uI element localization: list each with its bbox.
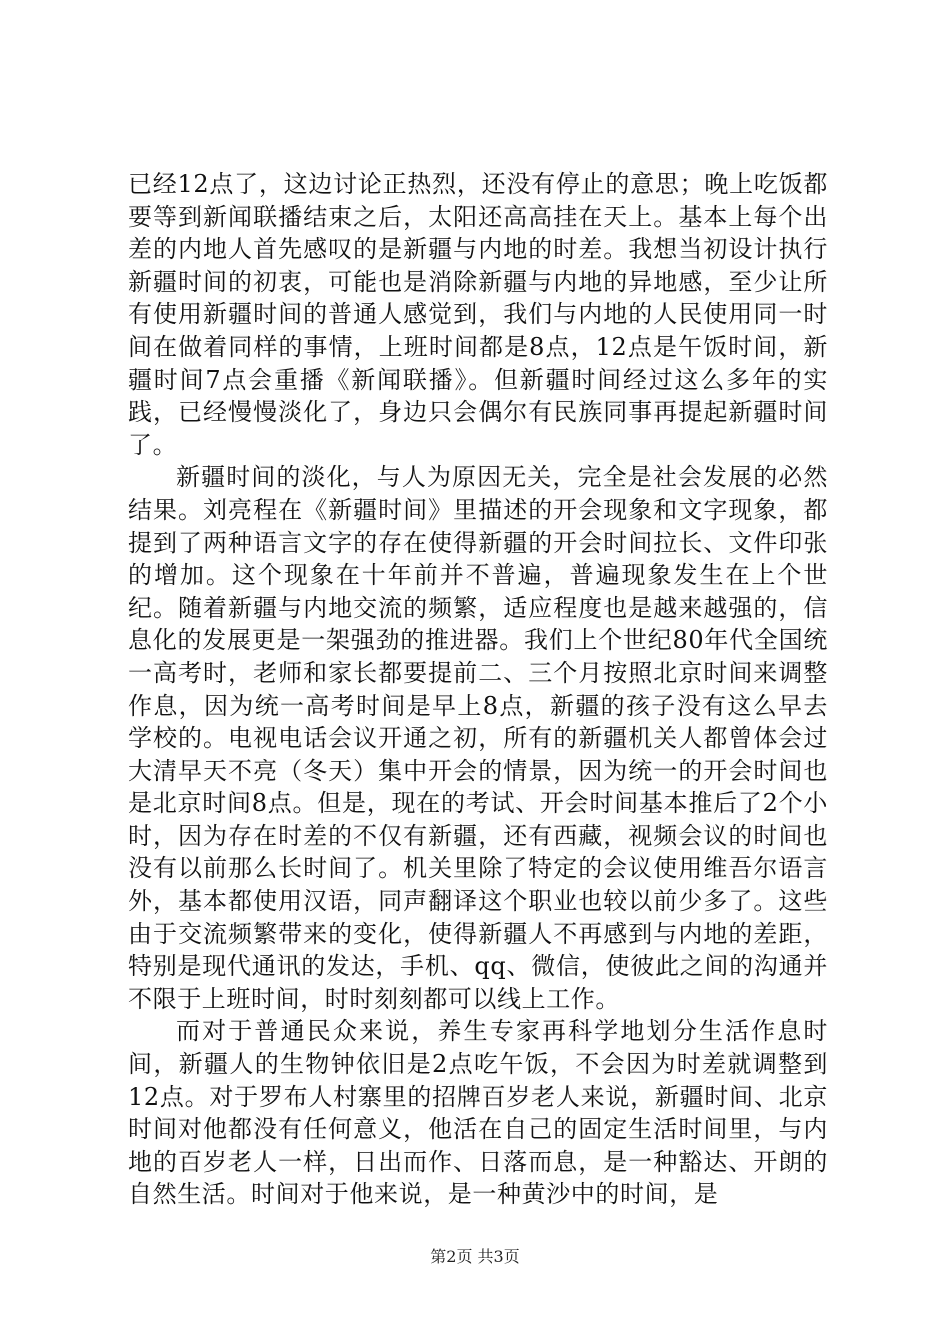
paragraph-2: 新疆时间的淡化，与人为原因无关，完全是社会发展的必然结果。刘亮程在《新疆时间》里描述的开会现象和文字现象，都提到了两种语言文字的存在使得新疆的开会时间拉长、文件印张的增加。这个现象在十年前并不普遍，普遍现象发生在上个世纪。随着新疆与内地交流的频繁，适应程度也是越来越强的，信息化的发展更是一架强劲的推进器。我们上个世纪80年代全国统一高考时，老师和家长都要提前二、三个月按照北京时间来调整作息，因为统一高考时间是早上8点，新疆的孩子没有这么早去学校的。电视电话会议开通之初，所有的新疆机关人都曾体会过大清早天不亮（冬天）集中开会的情景，因为统一的开会时间也是北京时间8点。但是，现在的考试、开会时间基本推后了2个小时，因为存在时差的不仅有新疆，还有西藏，视频会议的时间也没有以前那么长时间了。机关里除了特定的会议使用维吾尔语言外，基本都使用汉语，同声翻译这个职业也较以前少多了。这些由于交流频繁带来的变化，使得新疆人不再感到与内地的差距，特别是现代通讯的发达，手机、qq、微信，使彼此之间的沟通并不限于上班时间，时时刻刻都可以线上工作。: [128, 463, 828, 1013]
document-body: [128, 168, 828, 1211]
paragraph-3: 而对于普通民众来说，养生专家再科学地划分生活作息时间，新疆人的生物钟依旧是2点吃午饭，不会因为时差就调整到12点。对于罗布人村寨里的招牌百岁老人来说，新疆时间、北京时间对他都没有任何意义，他活在自己的固定生活时间里，与内地的百岁老人一样，日出而作、日落而息，是一种豁达、开朗的自然生活。时间对于他来说，是一种黄沙中的时间，是: [128, 1017, 828, 1209]
page-number-footer: 第2页 共3页: [430, 1247, 520, 1266]
paragraph-1: 已经12点了，这边讨论正热烈，还没有停止的意思；晚上吃饭都要等到新闻联播结束之后，太阳还高高挂在天上。基本上每个出差的内地人首先感叹的是新疆与内地的时差。我想当初设计执行新疆时间的初衷，可能也是消除新疆与内地的异地感，至少让所有使用新疆时间的普通人感觉到，我们与内地的人民使用同一时间在做着同样的事情，上班时间都是8点，12点是午饭时间，新疆时间7点会重播《新闻联播》。但新疆时间经过这么多年的实践，已经慢慢淡化了，身边只会偶尔有民族同事再提起新疆时间了。: [128, 170, 828, 459]
